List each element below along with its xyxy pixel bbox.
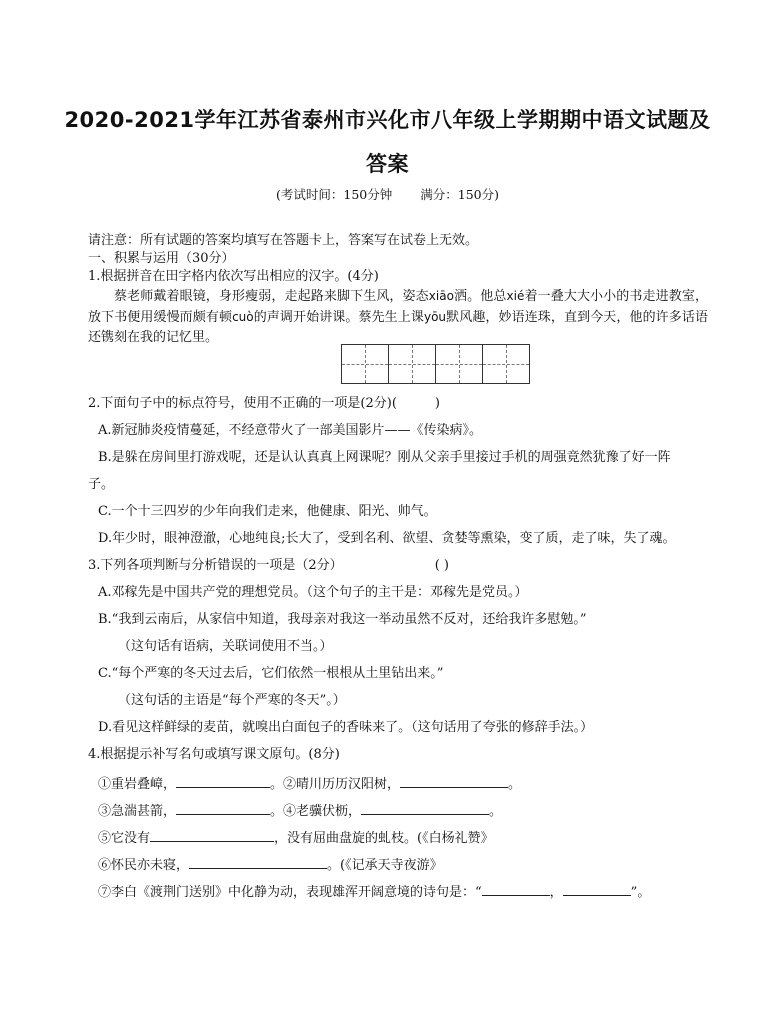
tianzige-grid (341, 344, 530, 384)
answer-blank[interactable] (176, 800, 270, 815)
q4-line-3: ⑤它没有 ，没有屈曲盘旋的虬枝。(《白杨礼赞》 (98, 827, 494, 848)
q4-line-5: ⑦李白《渡荆门送别》中化静为动，表现雄浑开阔意境的诗句是：“ ， ”。 (98, 881, 650, 902)
q3-option-a: A.邓稼先是中国共产党的理想党员。（这个句子的主干是：邓稼先是党员。） (98, 585, 528, 600)
pinyin-2: xié (506, 289, 525, 303)
q3-option-b: B.“我到云南后，从家信中知道，我母亲对我这一举动虽然不反对，还给我许多慰勉。” (98, 612, 587, 627)
q1-passage: 蔡老师戴着眼镜，身形瘦弱，走起路来脚下生风，姿态xiāo洒。他总xié着一叠大大小小的书走进教室，放下书便用缓慢而颇有顿cuò的声调开始讲课。蔡先生上课yōu默风趣，妙语连珠，直到今天，他的许多话语还镌刻在我的记忆里。 (88, 289, 708, 345)
grid-cell[interactable] (389, 345, 436, 383)
exam-time: (考试时间：150分钟 (276, 187, 393, 202)
q2-option-b: B.是躲在房间里打游戏呢，还是认认真真上网课呢？刚从父亲手里接过手机的周强竟然犹豫了好一阵 (98, 450, 671, 465)
answer-blank[interactable] (361, 800, 489, 815)
q3-option-b-note: （这句话有语病，关联词使用不当。） (118, 639, 333, 654)
answer-blank[interactable] (176, 773, 270, 788)
notice: 请注意：所有试题的答案均填写在答题卡上，答案写在试卷上无效。 (88, 233, 479, 248)
q4-stem: 4.根据提示补写名句或填写课文原句。(8分) (88, 747, 340, 762)
q4-line-1: ①重岩叠嶂， 。②晴川历历汉阳树， 。 (98, 773, 521, 794)
exam-info (0, 185, 775, 203)
q2-stem: 2.下面句子中的标点符号，使用不正确的一项是(2分)( ) (88, 396, 440, 411)
q4-line-2: ③急湍甚箭， 。④老骥伏枥， 。 (98, 800, 502, 821)
q2-option-c: C.一个十三四岁的少年向我们走来，他健康、阳光、帅气。 (98, 504, 437, 519)
pinyin-4: yōu (423, 310, 447, 324)
q2-option-b-cont: 子。 (88, 477, 115, 492)
exam-title-line1: 2020-2021学年江苏省泰州市兴化市八年级上学期期中语文试题及 (64, 108, 711, 132)
q2-option-d: D.年少时，眼神澄澈，心地纯良;长大了，受到名利、欲望、贪婪等熏染，变了质，走了味，失了魂。 (98, 531, 676, 546)
answer-blank[interactable] (482, 881, 550, 896)
answer-blank[interactable] (563, 881, 631, 896)
q3-option-d: D.看见这样鲜绿的麦苗，就嗅出白面包子的香味来了。（这句话用了夸张的修辞手法。） (98, 720, 594, 735)
q2-option-a: A.新冠肺炎疫情蔓延，不经意带火了一部美国影片——《传染病》。 (98, 423, 483, 438)
section-heading: 一、积累与运用（30分） (88, 251, 235, 266)
grid-cell[interactable] (436, 345, 483, 383)
answer-blank[interactable] (400, 773, 508, 788)
answer-blank[interactable] (150, 827, 274, 842)
exam-title-line2: 答案 (366, 152, 409, 176)
q3-option-c: C.“每个严寒的冬天过去后，它们依然一根根从土里钻出来。” (98, 666, 444, 681)
grid-cell[interactable] (342, 345, 389, 383)
grid-cell[interactable] (483, 345, 529, 383)
q1-stem: 1.根据拼音在田字格内依次写出相应的汉字。(4分) (88, 269, 379, 284)
full-score: 满分：150分) (420, 187, 499, 202)
q3-stem: 3.下列各项判断与分析错误的一项是（2分） ( ) (88, 558, 449, 573)
pinyin-3: cuò (232, 310, 254, 324)
q4-line-4: ⑥怀民亦未寝， 。(《记承天寺夜游》 (98, 854, 443, 875)
pinyin-1: xiāo (428, 289, 454, 303)
answer-blank[interactable] (189, 854, 327, 869)
q3-option-c-note: （这句话的主语是“每个严寒的冬天”。） (118, 693, 346, 708)
